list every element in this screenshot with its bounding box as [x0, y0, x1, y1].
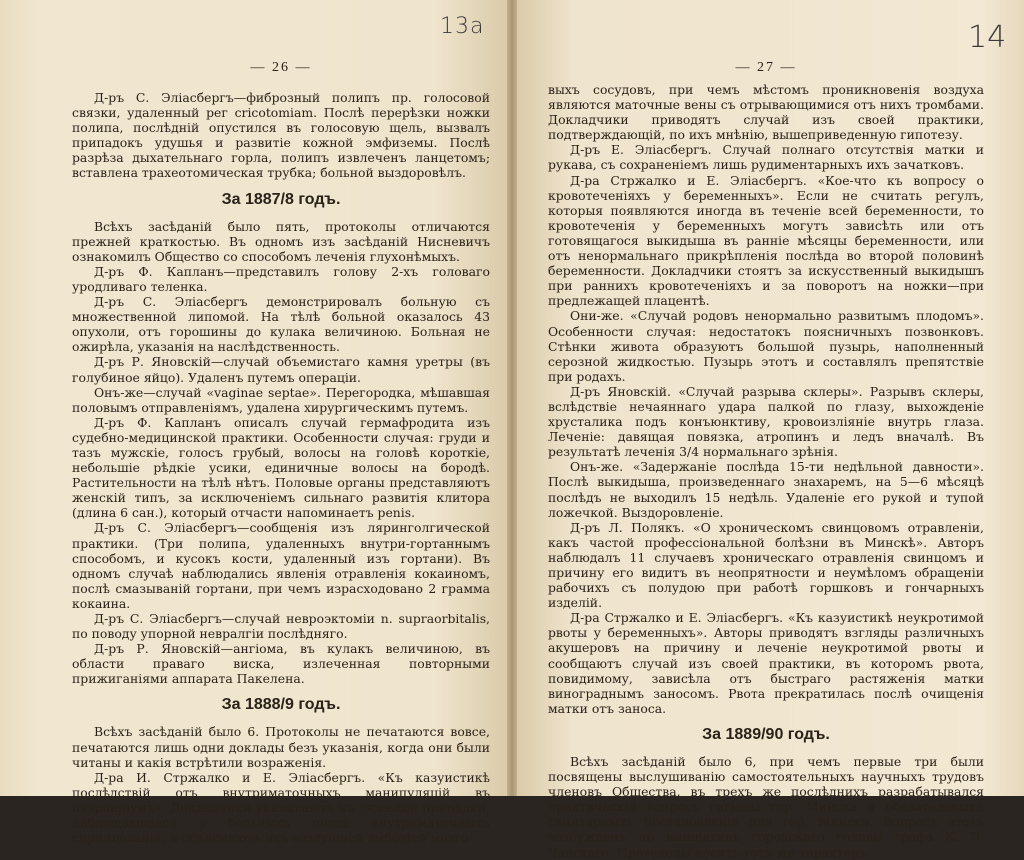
paragraph: Д-ръ Яновскій. «Случай разрыва склеры». Разрывъ склеры, вслѣдствіе нечаяннаго удара палкой по глазу, выхожденіе хрусталика подъ конъюнктиву, кровоизліяніе внутрь глаза. Леченіе: давящая повязка, атропинъ и ледъ вначалѣ. Въ результатѣ леченія 3/4 нормальнаго зрѣнія. — [548, 383, 984, 460]
paragraph: Д-ръ С. Эліасбергъ—случай невроэктоміи n. supraorbitalis, по поводу упорной невралгіи послѣдняго. — [72, 611, 490, 642]
section-title-1889: За 1889/90 годъ. — [702, 725, 830, 743]
paragraph: Д-ръ Л. Полякъ. «О хроническомъ свинцовомъ отравленіи, какъ частой профессіональной болѣзни въ Минскѣ». Авторъ наблюдалъ 11 случаевъ хроническаго отравленія свинцомъ и причину его видитъ въ неопрятности и неумѣломъ обращеніи рабочихъ съ полудою при работѣ горшковъ и гончарныхъ изделій. — [548, 519, 984, 611]
paragraph: Д-ръ Р. Яновскій—случай объемистаго камня уретры (въ голубиное яйцо). Удаленъ путемъ операціи. — [72, 354, 490, 385]
paragraph: Д-ръ Р. Яновскій—ангіома, въ кулакъ величиною, въ области праваго виска, излеченная повторными прижиганіями аппарата Пакелена. — [72, 641, 490, 687]
paragraph: Д-ръ Ф. Капланъ описалъ случай гермафродита изъ судебно-медицинской практики. Особенности случая: груди и тазъ мужскіе, голосъ грубый, волосы на головѣ короткіе, небольшіе рѣдкіе усики, единичные волосы на бородѣ. Растительности на тѣлѣ нѣтъ. Половые органы представляютъ женскій типъ, за исключеніемъ сильнаго развитія клитора (длина 6 сан.), который отчасти напоминаетъ penis. — [72, 414, 490, 521]
paragraph: Онъ-же—случай «vaginae septae». Перегородка, мѣшавшая половымъ отправленіямъ, удалена хирургическимъ путемъ. — [72, 384, 490, 415]
paragraph: Д-ръ Е. Эліасбергъ. Случай полнаго отсутствія матки и рукава, съ сохраненіемъ лишь рудиментарныхъ ихъ зачатковъ. — [548, 142, 984, 173]
paragraph: Д-ръ Ф. Капланъ—представилъ голову 2-хъ головаго уродливаго теленка. — [72, 263, 490, 294]
paragraph: Д-ръ С. Эліасбергъ—сообщенія изъ ляринголгической практики. (Три полипа, удаленныхъ внутри-гортаннымъ способомъ, и кусокъ кости, удаленный изъ гортани). Въ одномъ случаѣ наблюдались явленія отравленія кокаиномъ, послѣ смазываній гортани, при чемъ израсходовано 2 грамма кокаина. — [72, 520, 490, 611]
page-number-right: — 27 — — [735, 60, 797, 75]
paragraph: Всѣхъ засѣданій было 6. Протоколы не печатаются вовсе, печатаются лишь одни доклады безъ указанія, когда они были читаны и какія встрѣтили возраженія. — [72, 724, 490, 770]
paragraph: Всѣхъ засѣданій было 6, при чемъ первые три были посвящены выслушиванію самостоятельныхъ научныхъ трудовъ членовъ Общества, въ трехъ же послѣднихъ разрабатывался практическій вопросъ гигіены гор. Минска и обязательныхъ санитарныхъ постановленій для гор. Минска. Вопросъ этотъ возбужденъ по иниціативѣ городскаго головы графа К. Э. Чапскаго. Протоколы носятъ тотъ же характеръ. — [548, 753, 984, 860]
paragraph: Д-ръ С. Эліасбергъ демонстрировалъ больную съ множественной липомой. На тѣлѣ больной оказалось 43 опухоли, отъ горошины до кулака величиною. Больная не ожирѣла, указанія на наслѣдственность. — [72, 294, 490, 355]
handwritten-number-right: 14 — [968, 20, 1007, 55]
paragraph: Всѣхъ засѣданій было пять, протоколы отличаются прежней краткостью. Въ одномъ изъ засѣданій Нисневичъ ознакомилъ Общество со способомъ леченія глухонѣмыхъ. — [72, 218, 490, 264]
handwritten-number-left: 13а — [440, 14, 485, 39]
paragraph: Онъ-же. «Задержаніе послѣда 15-ти недѣльной давности». Послѣ выкидыша, произведеннаго знахаремъ, на 5—6 мѣсяцѣ послѣдъ не выходилъ 15 недѣль. Удаленіе его рукой и тупой ложечкой. Выздоровленіе. — [548, 459, 984, 520]
paragraph: Д-ра И. Стржалко и Е. Эліасбергъ. «Къ казуистикѣ послѣдствій отъ внутриматочныхъ манипуляцій въ пуэрперіумѣ». Докладчики указываютъ на тяжелые припадки, наблюдающіеся у больныхъ послѣ внутриматочныхъ спринцованій, и объясняютъ ихъ воздушной эмболіей мозго- — [72, 769, 490, 846]
right-text — [548, 82, 984, 860]
paragraph: Они-же. «Случай родовъ ненормально развитымъ плодомъ». Особенности случая: недостатокъ поясничныхъ позвонковъ. Стѣнки живота образуютъ большой пузырь, наполненный серозной жидкостью. Пузырь этотъ и составлялъ препятствіе при родахъ. — [548, 308, 984, 384]
left-text — [72, 90, 490, 845]
paragraph: Д-ра Стржалко и Е. Эліасбергъ. «Кое-что къ вопросу о кровотеченіяхъ у беременныхъ». Если не считать регулъ, которыя появляются иногда въ теченіе всей беременности, то кровотеченія у беременныхъ могутъ зависѣть или отъ готовящагося выкидыша въ ранніе мѣсяцы беременности, или отъ ненормальнаго прикрѣпленія послѣда во второй половинѣ беременности. Докладчики стоятъ за искусственный выкидышъ при раннихъ кровотеченіяхъ и за поворотъ на ножки—при предлежащей плацентѣ. — [548, 172, 984, 309]
paragraph-continuation: выхъ сосудовъ, при чемъ мѣстомъ проникновенія воздуха являются маточные вены съ отрывающимися отъ нихъ тромбами. Докладчики приводятъ случай изъ своей практики, подтверждающій, по ихъ мнѣнію, вышеприведенную гипотезу. — [548, 82, 984, 143]
paragraph: Д-ръ С. Эліасбергъ—фиброзный полипъ пр. голосовой связки, удаленный рег cricotomiam. Послѣ перерѣзки ножки полипа, послѣдній опустился въ голосовую щель, вызвалъ припадокъ удушья и развитіе кожной эмфиземы. Послѣ разрѣза дыхательнаго горла, полипъ извлеченъ ланцетомъ; вставлена трахеотомическая трубка; больной выздоровѣлъ. — [72, 90, 490, 181]
book-gutter — [507, 0, 517, 796]
right-page — [512, 0, 1024, 860]
section-title-1887: За 1887/8 годъ. — [221, 190, 341, 208]
paragraph: Д-ра Стржалко и Е. Эліасбергъ. «Къ казуистикѣ неукротимой рвоты у беременныхъ». Авторы приводятъ взгляды различныхъ акушеровъ на причину и леченіе неукротимой рвоты и сообщаютъ случай изъ своей практики, въ которомъ рвота, повидимому, зависѣла отъ быстраго растяженія матки винограднымъ заносомъ. Рвота прекратилась послѣ очищенія матки отъ заноса. — [548, 610, 984, 716]
page-number-left: — 26 — — [250, 60, 312, 75]
left-page — [0, 0, 512, 846]
section-title-1888: За 1888/9 годъ. — [221, 696, 341, 714]
